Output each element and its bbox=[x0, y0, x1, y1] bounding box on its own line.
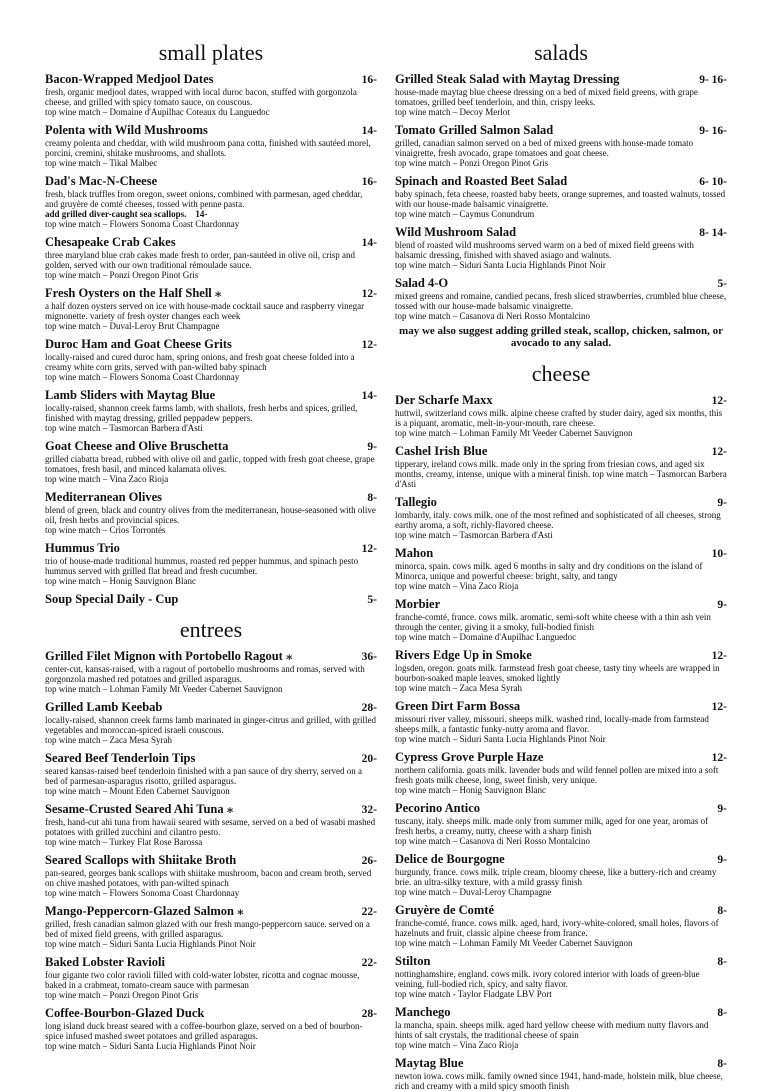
menu-item bbox=[395, 648, 727, 693]
menu-item-header bbox=[45, 700, 377, 715]
menu-item-price: 8- 14- bbox=[699, 227, 727, 239]
small-plates-title: small plates bbox=[158, 40, 264, 65]
menu-item-price: 32- bbox=[361, 804, 377, 816]
menu-item bbox=[45, 904, 377, 949]
menu-item-name: Soup Special Daily - Cup bbox=[45, 592, 179, 606]
menu-item bbox=[45, 649, 377, 694]
menu-item-name: Tomato Grilled Salmon Salad bbox=[395, 123, 554, 137]
menu-item-price: 9- bbox=[717, 599, 727, 611]
menu-item-wine-match: top wine match – Honig Sauvignon Blanc bbox=[45, 576, 196, 586]
right-column bbox=[395, 40, 727, 1091]
menu-item bbox=[45, 174, 377, 229]
menu-item-description: newton iowa. cows milk. family owned since 1941, hand-made, holstein milk, blue cheese, rich and creamy with a mild spicy smooth finish bbox=[395, 1071, 723, 1091]
menu-item-name: Grilled Lamb Keebab bbox=[45, 700, 163, 714]
menu-item-header bbox=[395, 903, 727, 918]
menu-item-wine-match: top wine match – Mount Eden Cabernet Sauvignon bbox=[45, 786, 230, 796]
menu-item-price: 8- bbox=[717, 1058, 727, 1070]
menu-item bbox=[395, 750, 727, 795]
menu-item-description: franche-comté, france. cows milk. aromatic, semi-soft white cheese with a thin ash vein through the center, giving it a smoky, full-bodied finish bbox=[395, 612, 711, 632]
menu-item-header bbox=[45, 904, 377, 919]
menu-item bbox=[45, 439, 377, 484]
menu-item-price: 12- bbox=[711, 650, 727, 662]
menu-item-name: Sesame-Crusted Seared Ahi Tuna ⁎ bbox=[45, 802, 234, 816]
menu-item-description: three maryland blue crab cakes made fresh to order, pan-sautéed in olive oil, crisp and golden, served with our own traditional rémoulade sauce. bbox=[45, 250, 356, 270]
menu-item-price: 28- bbox=[361, 702, 377, 714]
menu-item-description: center-cut, kansas-raised, with a ragout of portobello mushrooms and romas, served with gorgonzola mashed red potatoes and grilled asparagus. bbox=[45, 664, 365, 684]
menu-item bbox=[395, 903, 727, 948]
menu-item-wine-match: top wine match – Zaca Mesa Syrah bbox=[395, 683, 522, 693]
menu-item-price: 8- bbox=[367, 492, 377, 504]
menu-item-name: Tallegio bbox=[395, 495, 437, 509]
menu-item-header bbox=[395, 852, 727, 867]
menu-item-wine-match: top wine match – Domaine d'Aupilhac Coteaux du Languedoc bbox=[45, 107, 270, 117]
menu-item-description: grilled ciabatta bread, rubbed with olive oil and garlic, topped with fresh goat cheese, grape tomatoes, fresh basil, and minced kalamata olives. bbox=[45, 454, 375, 474]
menu-item-addon-price: 14- bbox=[195, 209, 208, 219]
menu-item-name: Goat Cheese and Olive Bruschetta bbox=[45, 439, 229, 453]
menu-item-wine-match: top wine match – Vina Zaco Rioja bbox=[45, 474, 169, 484]
menu-item-name: Wild Mushroom Salad bbox=[395, 225, 517, 239]
menu-item-price: 8- bbox=[717, 905, 727, 917]
menu-item-name: Fresh Oysters on the Half Shell ⁎ bbox=[45, 286, 222, 300]
menu-item-price: 5- bbox=[717, 278, 727, 290]
menu-item-header bbox=[45, 649, 377, 664]
menu-item-header bbox=[395, 801, 727, 816]
menu-item bbox=[45, 490, 377, 535]
menu-item-header bbox=[395, 1056, 727, 1071]
menu-item-name: Seared Beef Tenderloin Tips bbox=[45, 751, 196, 765]
menu-item-header bbox=[45, 751, 377, 766]
menu-item-name: Morbier bbox=[395, 597, 441, 611]
menu-item-price: 14- bbox=[361, 237, 377, 249]
menu-item-addon bbox=[45, 209, 377, 219]
menu-item bbox=[395, 123, 727, 168]
menu-item-header bbox=[395, 276, 727, 291]
menu-item-header bbox=[395, 444, 727, 459]
menu-item-name: Dad's Mac-N-Cheese bbox=[45, 174, 158, 188]
menu-item-price: 12- bbox=[711, 395, 727, 407]
menu-item-price: 28- bbox=[361, 1008, 377, 1020]
menu-item-wine-match: top wine match – Flowers Sonoma Coast Chardonnay bbox=[45, 219, 240, 229]
menu-item-name: Delice de Bourgogne bbox=[395, 852, 505, 866]
menu-item-wine-match: top wine match – Crios Torrontés bbox=[45, 525, 166, 535]
menu-item-price: 12- bbox=[361, 339, 377, 351]
menu-item-header bbox=[395, 72, 727, 87]
menu-item-name: Gruyère de Comté bbox=[395, 903, 495, 917]
menu-item-header bbox=[45, 541, 377, 556]
menu-item bbox=[395, 597, 727, 642]
menu-item-wine-match: top wine match – Duval-Leroy Brut Champagne bbox=[45, 321, 220, 331]
menu-item-header bbox=[45, 955, 377, 970]
menu-item-description: logsden, oregon. goats milk. farmstead fresh goat cheese, tasty tiny wheels are wrapped in bourbon-soaked maple leaves, smoked lightly bbox=[395, 663, 720, 683]
menu-item-wine-match: top wine match – Honig Sauvignon Blanc bbox=[395, 785, 546, 795]
menu-item-name: Rivers Edge Up in Smoke bbox=[395, 648, 532, 662]
menu-item-description: pan-seared, georges bank scallops with shiitake mushroom, bacon and cream broth, served on chive mashed potatoes, with pan-wilted spinach bbox=[45, 868, 372, 888]
menu-item bbox=[45, 337, 377, 382]
menu-item-description: fresh, hand-cut ahi tuna from hawaii seared with sesame, served on a bed of wasabi mashed potatoes with grilled zucchini and cilantro pesto. bbox=[45, 817, 376, 837]
menu-item bbox=[45, 802, 377, 847]
menu-item-header bbox=[395, 648, 727, 663]
menu-item-header bbox=[395, 954, 727, 969]
menu-item-name: Green Dirt Farm Bossa bbox=[395, 699, 521, 713]
menu-item bbox=[45, 72, 377, 117]
menu-item bbox=[395, 1056, 727, 1091]
left-column bbox=[45, 40, 377, 1051]
menu-item-header bbox=[395, 225, 727, 240]
menu-item bbox=[395, 1005, 727, 1050]
menu-item-price: 9- bbox=[717, 854, 727, 866]
menu-item-name: Spinach and Roasted Beet Salad bbox=[395, 174, 568, 188]
menu-item bbox=[395, 699, 727, 744]
menu-item-description: creamy polenta and cheddar, with wild mushroom pana cotta, finished with sautéed morel, porcini, cremini, shitake mushrooms, and shallots. bbox=[45, 138, 371, 158]
menu-item-header bbox=[395, 393, 727, 408]
menu-item-wine-match: top wine match – Siduri Santa Lucia Highlands Pinot Noir bbox=[395, 734, 606, 744]
menu-item-header bbox=[45, 72, 377, 87]
menu-item-description: blend of green, black and country olives from the mediterranean, house-seasoned with olive oil, fresh herbs and provincial spices. bbox=[45, 505, 376, 525]
menu-item-description: la mancha, spain. sheeps milk. aged hard yellow cheese with medium nutty flavors and hints of salt crystals, the traditional cheese of spain bbox=[395, 1020, 709, 1040]
menu-item-header bbox=[45, 802, 377, 817]
menu-item-wine-match: top wine match – Lohman Family Mt Veeder Cabernet Sauvignon bbox=[395, 938, 633, 948]
menu-item-description: blend of roasted wild mushrooms served warm on a bed of mixed field greens with balsamic dressing, finished with shaved asiago and walnuts. bbox=[395, 240, 694, 260]
menu-item-addon-text: add grilled diver-caught sea scallops. bbox=[45, 209, 187, 219]
menu-item-price: 20- bbox=[361, 753, 377, 765]
menu-item-wine-match: top wine match – Decoy Merlot bbox=[395, 107, 510, 117]
menu-item-header bbox=[45, 123, 377, 138]
menu-item-name: Lamb Sliders with Maytag Blue bbox=[45, 388, 216, 402]
menu-item-description: four gigante two color ravioli filled with cold-water lobster, ricotta and cognac mousse, baked in a crabmeat, tomato-cream sauce with parmesan bbox=[45, 970, 360, 990]
menu-item bbox=[395, 954, 727, 999]
menu-item bbox=[45, 592, 377, 607]
menu-item bbox=[395, 444, 727, 489]
menu-item-name: Coffee-Bourbon-Glazed Duck bbox=[45, 1006, 205, 1020]
menu-item bbox=[45, 853, 377, 898]
salads-note: may we also suggest adding grilled steak, scallop, chicken, salmon, or avocado to any salad. bbox=[399, 325, 723, 349]
menu-item-description: mixed greens and romaine, candied pecans, fresh sliced strawberries, crumbled blue cheese, tossed with our house-made balsamic vinaigrette. bbox=[395, 291, 727, 311]
menu-item-header bbox=[45, 592, 377, 607]
menu-item-wine-match: top wine match – Flowers Sonoma Coast Chardonnay bbox=[45, 888, 240, 898]
menu-item bbox=[45, 541, 377, 586]
menu-item-price: 12- bbox=[711, 752, 727, 764]
menu-item-description: fresh, organic medjool dates, wrapped with local duroc bacon, stuffed with gorgonzola cheese, and grilled with spicy tomato sauce, on couscous. bbox=[45, 87, 357, 107]
menu-item-description: locally-raised and cured duroc ham, spring onions, and fresh goat cheese folded into a creamy white corn grits, served with pan-wilted baby spinach bbox=[45, 352, 355, 372]
menu-item-wine-match: top wine match – Flowers Sonoma Coast Chardonnay bbox=[45, 372, 240, 382]
cheese-list bbox=[395, 393, 727, 1091]
menu-item-wine-match: top wine match – Siduri Santa Lucia Highlands Pinot Noir bbox=[45, 1041, 256, 1051]
menu-item-description: fresh, black truffles from oregon, sweet onions, combined with parmesan, aged cheddar, and gruyère de comté cheeses, tossed with penne pasta. bbox=[45, 189, 363, 209]
menu-item-name: Der Scharfe Maxx bbox=[395, 393, 493, 407]
menu-item-header bbox=[395, 1005, 727, 1020]
menu-item-description: missouri river valley, missouri. sheeps milk. washed rind, locally-made from farmstead sheeps milk, a fantastic funky-nutty aroma and flavor. bbox=[395, 714, 709, 734]
menu-item-header bbox=[45, 439, 377, 454]
menu-item-header bbox=[45, 235, 377, 250]
menu-item bbox=[45, 1006, 377, 1051]
menu-item-description: seared kansas-raised beef tenderloin finished with a pan sauce of dry sherry, served on a bed of parmesan-asparagus risotto, grilled asparagus. bbox=[45, 766, 363, 786]
menu-item-price: 8- bbox=[717, 1007, 727, 1019]
menu-item-price: 16- bbox=[361, 176, 377, 188]
menu-item-wine-match: top wine match – Siduri Santa Lucia Highlands Pinot Noir bbox=[45, 939, 256, 949]
menu-item-header bbox=[395, 546, 727, 561]
menu-item-description: locally-raised, shannon creek farms lamb, with shallots, fresh herbs and spices, grilled, finished with maytag dressing, grilled peppadew peppers. bbox=[45, 403, 358, 423]
menu-item-wine-match: top wine match - Taylor Fladgate LBV Port bbox=[395, 989, 552, 999]
menu-item-header bbox=[395, 174, 727, 189]
menu-item-price: 8- bbox=[717, 956, 727, 968]
menu-item-name: Mahon bbox=[395, 546, 434, 560]
menu-item-header bbox=[45, 337, 377, 352]
menu-item bbox=[45, 286, 377, 331]
menu-item-name: Grilled Steak Salad with Maytag Dressing bbox=[395, 72, 620, 86]
menu-item-name: Seared Scallops with Shiitake Broth bbox=[45, 853, 237, 867]
menu-item-price: 9- 16- bbox=[699, 74, 727, 86]
menu-item-wine-match: top wine match – Siduri Santa Lucia Highlands Pinot Noir bbox=[395, 260, 606, 270]
menu-item-price: 6- 10- bbox=[699, 176, 727, 188]
menu-item-description: burgundy, france. cows milk. triple cream, bloomy cheese, like a buttery-rich and creamy brie. an ultra-silky texture, with a mild grassy finish bbox=[395, 867, 717, 887]
menu-item-description: a half dozen oysters served on ice with house-made cocktail sauce and raspberry vinegar mignonette. variety of fresh oyster changes each week bbox=[45, 301, 365, 321]
menu-item-wine-match: top wine match – Vina Zaco Rioja bbox=[395, 581, 519, 591]
menu-item-wine-match: top wine match – Zaca Mesa Syrah bbox=[45, 735, 172, 745]
menu-item-name: Polenta with Wild Mushrooms bbox=[45, 123, 208, 137]
menu-item-price: 12- bbox=[711, 446, 727, 458]
menu-item-wine-match: top wine match – Vina Zaco Rioja bbox=[395, 1040, 519, 1050]
menu-item-header bbox=[395, 597, 727, 612]
menu-item-description: locally-raised, shannon creek farms lamb marinated in ginger-citrus and grilled, with grilled vegetables and moroccan-spiced israeli couscous. bbox=[45, 715, 376, 735]
menu-item-description: franche-comté, france. cows milk. aged, hard, ivory-white-colored, small holes, flavors of hazelnuts and fruit, classic alpine cheese from france. bbox=[395, 918, 719, 938]
menu-item-description: minorca, spain. cows milk. aged 6 months in salty and dry conditions on the island of Minorca, unique and powerful cheese: bright, salty, and tangy bbox=[395, 561, 703, 581]
menu-item-wine-match: top wine match – Caymus Conundrum bbox=[395, 209, 535, 219]
menu-item-description: huttwil, switzerland cows milk. alpine cheese crafted by studer dairy, aged six months, this is a piquant, aromatic, melt-in-your-mouth, rare cheese. bbox=[395, 408, 723, 428]
menu-item-header bbox=[45, 1006, 377, 1021]
menu-item-name: Mango-Peppercorn-Glazed Salmon ⁎ bbox=[45, 904, 244, 918]
menu-item-wine-match: top wine match – Ponzi Oregon Pinot Gris bbox=[45, 270, 199, 280]
menu-item bbox=[395, 72, 727, 117]
menu-item-wine-match: top wine match – Domaine d'Aupilhac Languedoc bbox=[395, 632, 577, 642]
menu-item bbox=[395, 495, 727, 540]
menu-item bbox=[395, 546, 727, 591]
menu-item-name: Salad 4-O bbox=[395, 276, 449, 290]
cheese-title: cheese bbox=[531, 361, 591, 386]
menu-item-name: Bacon-Wrapped Medjool Dates bbox=[45, 72, 214, 86]
menu-item-description: house-made maytag blue cheese dressing on a bed of mixed field greens, with grape tomatoes, grilled beef tenderloin, and thin, crispy leeks. bbox=[395, 87, 698, 107]
menu-item-name: Cypress Grove Purple Haze bbox=[395, 750, 544, 764]
menu-item-description: grilled, fresh canadian salmon glazed with our fresh mango-peppercorn sauce. served on a bed of mixed field greens, with grilled asparagus. bbox=[45, 919, 370, 939]
menu-item bbox=[395, 801, 727, 846]
menu-item-wine-match: top wine match – Casanova di Neri Rosso Montalcino bbox=[395, 311, 590, 321]
menu-item-description: trio of house-made traditional hummus, roasted red pepper hummus, and spinach pesto hummus served with grilled flat bread and fresh cucumber. bbox=[45, 556, 359, 576]
menu-item-price: 16- bbox=[361, 74, 377, 86]
menu-item-description: lombardy, italy. cows milk. one of the most refined and sophisticated of all cheeses, strong earthy aroma, a soft, richly-flavored cheese. bbox=[395, 510, 721, 530]
menu-item-header bbox=[45, 286, 377, 301]
menu-item-price: 26- bbox=[361, 855, 377, 867]
entrees-list bbox=[45, 649, 377, 1051]
menu-item-wine-match: top wine match – Tasmorcan Barbera d'Asti bbox=[395, 530, 553, 540]
salads-title: salads bbox=[534, 40, 588, 65]
menu-item-wine-match: top wine match – Ponzi Oregon Pinot Gris bbox=[395, 158, 549, 168]
menu-item-name: Baked Lobster Ravioli bbox=[45, 955, 165, 969]
entrees-title: entrees bbox=[179, 617, 243, 642]
menu-item-header bbox=[395, 123, 727, 138]
menu-item-price: 36- bbox=[361, 651, 377, 663]
menu-item-price: 9- bbox=[717, 497, 727, 509]
menu-item-description: nottinghamshire, england. cows milk. ivory colored interior with loads of green-blue veining, full-bodied rich, spicy, and salty flavor. bbox=[395, 969, 700, 989]
menu-item bbox=[45, 700, 377, 745]
menu-item-description: long island duck breast seared with a coffee-bourbon glaze, served on a bed of bourbon-spice infused mashed sweet potatoes and grilled asparagus. bbox=[45, 1021, 363, 1041]
menu-item-price: 22- bbox=[361, 906, 377, 918]
menu-item-wine-match: top wine match – Duval-Leroy Champagne bbox=[395, 887, 552, 897]
menu-item bbox=[395, 225, 727, 270]
menu-item-name: Grilled Filet Mignon with Portobello Ragout ⁎ bbox=[45, 649, 293, 663]
menu-item-price: 12- bbox=[711, 701, 727, 713]
menu-item-header bbox=[45, 490, 377, 505]
menu-item-wine-match: top wine match – Tasmorcan Barbera d'Asti bbox=[45, 423, 203, 433]
menu-item-description: grilled, canadian salmon served on a bed of mixed greens with house-made tomato vinaigrette, fresh avocado, grape tomatoes and goat cheese. bbox=[395, 138, 694, 158]
menu-item-wine-match: top wine match – Lohman Family Mt Veeder Cabernet Sauvignon bbox=[45, 684, 283, 694]
menu-item-price: 9- bbox=[367, 441, 377, 453]
menu-item-name: Stilton bbox=[395, 954, 431, 968]
menu-item-name: Hummus Trio bbox=[45, 541, 120, 555]
menu-item bbox=[395, 852, 727, 897]
menu-item bbox=[395, 276, 727, 321]
menu-item bbox=[45, 955, 377, 1000]
menu-item-price: 14- bbox=[361, 390, 377, 402]
menu-item-price: 5- bbox=[367, 594, 377, 606]
menu-item-wine-match: top wine match – Lohman Family Mt Veeder Cabernet Sauvignon bbox=[395, 428, 633, 438]
menu-item-name: Pecorino Antico bbox=[395, 801, 481, 815]
menu-item-price: 22- bbox=[361, 957, 377, 969]
menu-item-price: 9- 16- bbox=[699, 125, 727, 137]
menu-item-description: northern california. goats milk. lavender buds and wild fennel pollen are mixed into a soft fresh goats milk cheese, long, sweet finish, very unique. bbox=[395, 765, 719, 785]
menu-item-description: baby spinach, feta cheese, roasted baby beets, orange supremes, and toasted walnuts, tossed with our house-made balsamic vinaigrette. bbox=[395, 189, 726, 209]
menu-item-name: Maytag Blue bbox=[395, 1056, 464, 1070]
menu-item-header bbox=[45, 388, 377, 403]
small-plates-list bbox=[45, 72, 377, 607]
menu-item-wine-match: top wine match – Casanova di Neri Rosso Montalcino bbox=[395, 836, 590, 846]
menu-item bbox=[395, 393, 727, 438]
menu-item bbox=[45, 751, 377, 796]
menu-item bbox=[45, 123, 377, 168]
menu-item-price: 12- bbox=[361, 543, 377, 555]
menu-item bbox=[45, 388, 377, 433]
menu-item-price: 9- bbox=[717, 803, 727, 815]
menu-item-wine-match: top wine match – Ponzi Oregon Pinot Gris bbox=[45, 990, 199, 1000]
menu-item bbox=[395, 174, 727, 219]
menu-item-name: Mediterranean Olives bbox=[45, 490, 162, 504]
menu-item-wine-match: top wine match – Tikal Malbec bbox=[45, 158, 158, 168]
salads-list bbox=[395, 72, 727, 321]
menu-item-header bbox=[395, 699, 727, 714]
menu-item-header bbox=[395, 495, 727, 510]
menu-item-name: Cashel Irish Blue bbox=[395, 444, 488, 458]
menu-item-name: Duroc Ham and Goat Cheese Grits bbox=[45, 337, 232, 351]
menu-item-description: tuscany, italy. sheeps milk. made only from summer milk, aged for one year, aromas of fresh herbs, a creamy, nutty, cheese with a sharp finish bbox=[395, 816, 709, 836]
menu-item-name: Chesapeake Crab Cakes bbox=[45, 235, 176, 249]
menu-item-price: 10- bbox=[711, 548, 727, 560]
menu-item-description: tipperary, ireland cows milk. made only in the spring from friesian cows, and aged six months, creamy, intense, unique with a mineral finish. top wine match – Tasmorcan Barbera d'Asti bbox=[395, 459, 727, 489]
menu-item-name: Manchego bbox=[395, 1005, 451, 1019]
menu-item bbox=[45, 235, 377, 280]
menu-item-header bbox=[45, 853, 377, 868]
menu-item-price: 14- bbox=[361, 125, 377, 137]
menu-item-header bbox=[45, 174, 377, 189]
menu-item-wine-match: top wine match – Turkey Flat Rose Barossa bbox=[45, 837, 203, 847]
menu-item-header bbox=[395, 750, 727, 765]
menu-item-price: 12- bbox=[361, 288, 377, 300]
